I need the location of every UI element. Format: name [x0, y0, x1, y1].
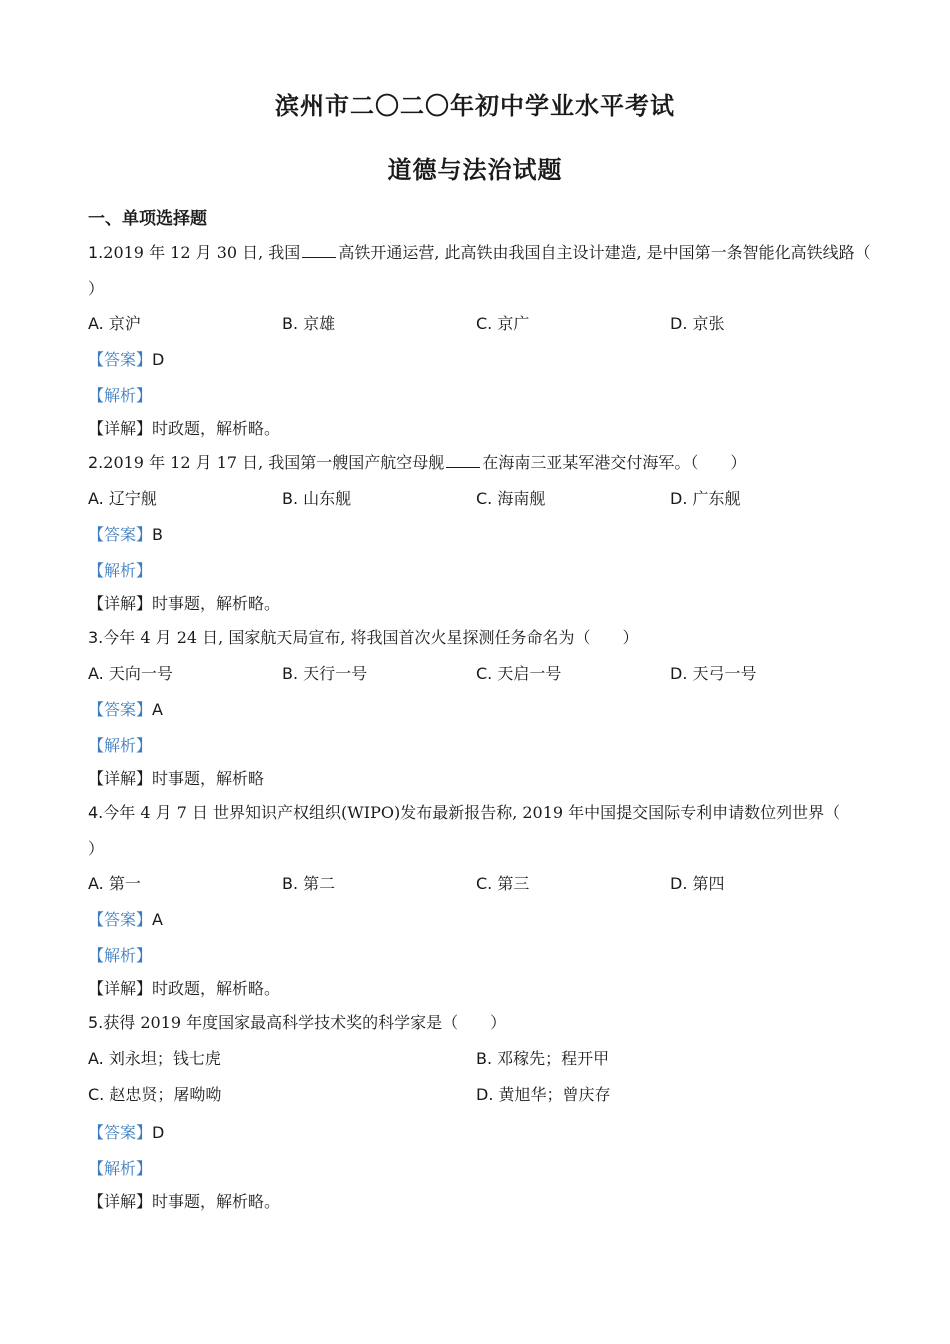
option-c: C. 天启一号	[476, 664, 562, 683]
stem-part: 高铁开通运营, 此高铁由我国自主设计建造, 是中国第一条智能化高铁线路（	[338, 243, 871, 262]
stem-part: 今年 4 月 7 日 世界知识产权组织(WIPO)发布最新报告称, 2019 年中国提交国际专利申请数位列世界（	[103, 803, 841, 822]
answer-line: 【答案】D	[88, 350, 165, 369]
answer-line: 【答案】A	[88, 700, 163, 719]
detail-line: 【详解】时事题，解析略	[88, 769, 265, 788]
option-a: A. 刘永坦；钱七虎	[88, 1049, 221, 1068]
detail-line: 【详解】时政题，解析略。	[88, 979, 281, 998]
option-c: C. 京广	[476, 314, 530, 333]
option-b: B. 京雄	[282, 314, 336, 333]
question-number: 1.	[88, 243, 104, 262]
answer-line: 【答案】A	[88, 910, 163, 929]
stem-part: 在海南三亚某军港交付海军。（ ）	[482, 453, 747, 472]
question-number: 3.	[88, 628, 104, 647]
analysis-label: 【解析】	[88, 946, 153, 965]
option-a: A. 辽宁舰	[88, 489, 157, 508]
exam-title: 滨州市二〇二〇年初中学业水平考试	[275, 92, 675, 120]
question-4-stem-end: ）	[88, 839, 105, 858]
option-b: B. 邓稼先；程开甲	[476, 1049, 610, 1068]
stem-part: 获得 2019 年度国家最高科学技术奖的科学家是（ ）	[103, 1013, 507, 1032]
option-d: D. 黄旭华；曾庆存	[476, 1085, 611, 1104]
analysis-label: 【解析】	[88, 736, 153, 755]
option-d: D. 天弓一号	[670, 664, 757, 683]
stem-part: 2019 年 12 月 30 日, 我国	[103, 243, 301, 262]
detail-line: 【详解】时事题，解析略。	[88, 594, 281, 613]
option-c: C. 赵忠贤；屠呦呦	[88, 1085, 222, 1104]
question-5-stem	[88, 1010, 878, 1033]
option-a: A. 天向一号	[88, 664, 173, 683]
answer-line: 【答案】D	[88, 1123, 165, 1142]
answer-blank	[302, 243, 336, 258]
analysis-label: 【解析】	[88, 386, 153, 405]
option-c: C. 第三	[476, 874, 530, 893]
question-4-stem	[88, 800, 878, 823]
section-heading: 一、单项选择题	[88, 209, 207, 229]
question-2-stem	[88, 450, 878, 473]
option-b: B. 山东舰	[282, 489, 352, 508]
stem-part: 2019 年 12 月 17 日, 我国第一艘国产航空母舰	[103, 453, 445, 472]
answer-blank	[446, 453, 480, 468]
analysis-label: 【解析】	[88, 1159, 153, 1178]
stem-part: 今年 4 月 24 日, 国家航天局宣布, 将我国首次火星探测任务命名为（ ）	[103, 628, 639, 647]
detail-line: 【详解】时事题，解析略。	[88, 1192, 281, 1211]
option-c: C. 海南舰	[476, 489, 546, 508]
question-3-stem	[88, 625, 878, 648]
option-d: D. 第四	[670, 874, 725, 893]
question-number: 5.	[88, 1013, 104, 1032]
question-1-stem-end: ）	[88, 279, 105, 298]
analysis-label: 【解析】	[88, 561, 153, 580]
question-number: 4.	[88, 803, 104, 822]
exam-subtitle: 道德与法治试题	[387, 156, 563, 184]
option-b: B. 天行一号	[282, 664, 368, 683]
option-d: D. 京张	[670, 314, 725, 333]
option-a: A. 京沪	[88, 314, 141, 333]
answer-line: 【答案】B	[88, 525, 163, 544]
detail-line: 【详解】时政题，解析略。	[88, 419, 281, 438]
option-d: D. 广东舰	[670, 489, 741, 508]
question-1-stem	[88, 240, 878, 263]
option-a: A. 第一	[88, 874, 141, 893]
option-b: B. 第二	[282, 874, 336, 893]
question-number: 2.	[88, 453, 104, 472]
